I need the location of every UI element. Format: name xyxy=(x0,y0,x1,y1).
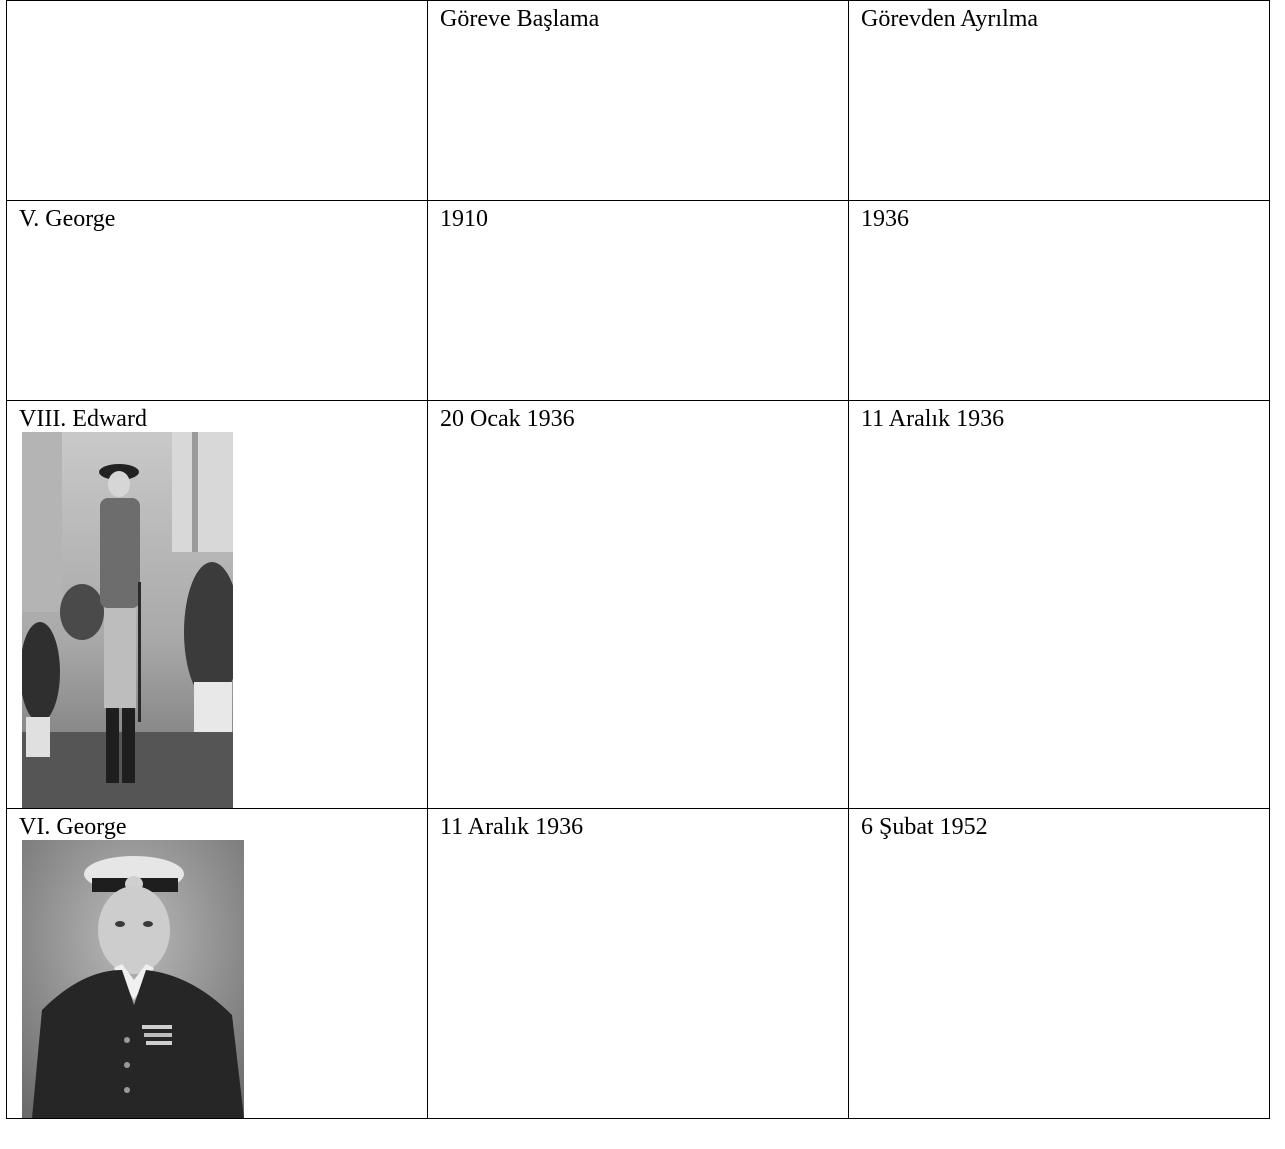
monarch-name: VI. George xyxy=(19,814,127,840)
end-date-cell: 11 Aralık 1936 xyxy=(849,401,1270,809)
start-date-cell: 11 Aralık 1936 xyxy=(428,809,849,1119)
start-date-cell: 20 Ocak 1936 xyxy=(428,401,849,809)
table-row xyxy=(7,809,1270,1119)
table-row xyxy=(7,201,1270,401)
header-row xyxy=(7,1,1270,201)
monarch-name: V. George xyxy=(19,206,116,232)
end-date-cell: 1936 xyxy=(849,201,1270,401)
header-name-cell xyxy=(7,1,428,201)
end-date-cell: 6 Şubat 1952 xyxy=(849,809,1270,1119)
monarch-name-cell xyxy=(7,401,428,809)
start-date-cell: 1910 xyxy=(428,201,849,401)
table-row xyxy=(7,401,1270,809)
header-start-cell: Göreve Başlama xyxy=(428,1,849,201)
monarchs-table xyxy=(6,0,1270,1119)
header-end-cell: Görevden Ayrılma xyxy=(849,1,1270,201)
monarch-name-cell xyxy=(7,809,428,1119)
portrait-george-vi-image xyxy=(22,840,244,1118)
monarch-name-cell xyxy=(7,201,428,401)
monarch-name: VIII. Edward xyxy=(19,406,147,432)
portrait-edward-viii-image xyxy=(22,432,233,808)
